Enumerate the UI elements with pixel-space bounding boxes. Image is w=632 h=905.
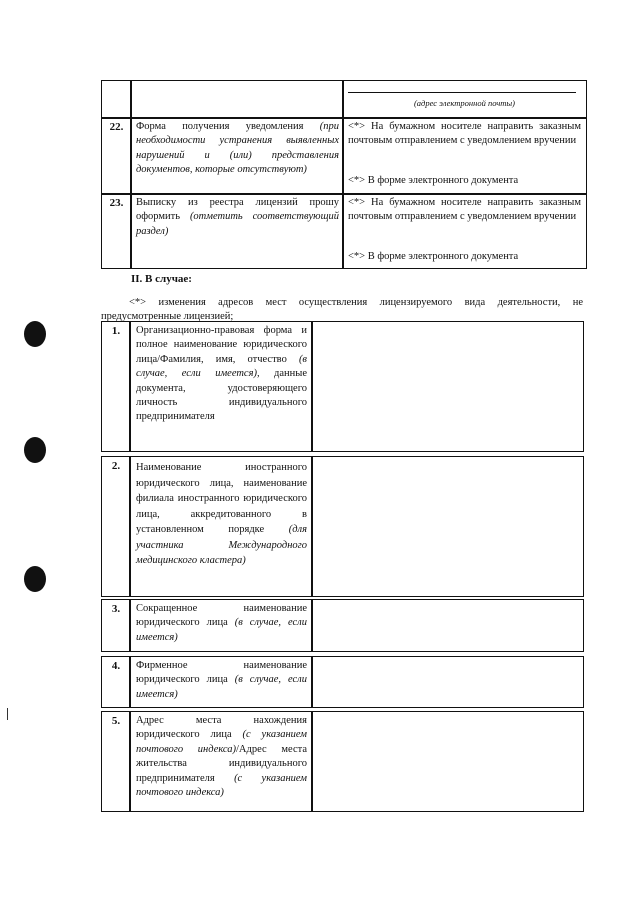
top-row-0-label-cell	[130, 80, 344, 119]
row-4-value-cell[interactable]	[311, 656, 584, 708]
section-heading: II. В случае:	[131, 273, 192, 285]
row-5-label-italic-2: (с указанием почтового индекса)	[136, 772, 307, 799]
punch-hole-1	[24, 321, 46, 347]
row-5-value-cell[interactable]	[311, 711, 584, 812]
row-1-label-plain: Организационно-правовая форма и полное наименование юридического лица/Фамилия, имя, отчество	[136, 325, 307, 365]
email-caption: (адрес электронной почты)	[413, 98, 516, 108]
section-paragraph: <*> изменения адресов мест осуществления лицензируемого вида деятельности, не предусмотренные лицензией;	[101, 297, 583, 323]
row-4-label-italic: (в случае, если имеется)	[136, 674, 308, 700]
top-row-23-num: 23.	[109, 197, 124, 209]
row-1-label-italic: (в случае, если имеется),	[136, 353, 307, 380]
top-row-23-option-electronic[interactable]: <*> В форме электронного документа	[348, 251, 519, 262]
row-3-value-cell[interactable]	[311, 599, 584, 652]
row-2-num-cell	[101, 456, 131, 597]
row-5-label-italic: (с указанием почтового индекса)	[136, 729, 307, 755]
row-2-value-cell[interactable]	[311, 456, 584, 597]
row-1-num: 1.	[111, 325, 121, 337]
top-row-22-option-paper[interactable]: <*> На бумажном носителе направить заказным почтовым отправлением с уведомлением вручении	[348, 121, 581, 147]
punch-hole-2	[24, 437, 46, 463]
row-4-label-plain: Фирменное наименование юридического лица	[136, 660, 307, 686]
row-4-label	[136, 659, 307, 702]
row-5-label-plain: Адрес места нахождения юридического лица	[136, 715, 307, 741]
top-row-23-label-italic: (отметить соответствующий раздел)	[136, 211, 340, 237]
row-1-label-tail: данные документа, удостоверяющего личность индивидуального предпринимателя	[136, 368, 308, 423]
top-row-22-num: 22.	[109, 121, 124, 133]
row-3-label-italic: (в случае, если имеется)	[136, 617, 308, 643]
top-row-22-label	[136, 120, 339, 178]
top-row-22-label-italic: (при необходимости устранения выявленных нарушений и (или) представления документов, которые отсутствуют)	[136, 121, 339, 176]
top-row-23-option-paper[interactable]: <*> На бумажном носителе направить заказным почтовым отправлением с уведомлением вручении	[348, 197, 581, 223]
top-row-23-label	[136, 196, 339, 239]
row-2-label-plain: Наименование иностранного юридического лица, наименование филиала иностранного юридического лица, аккредитованного в установленном порядке	[136, 462, 307, 535]
row-1-num-cell	[101, 321, 131, 452]
punch-hole-3	[24, 566, 46, 592]
row-2-num: 2.	[111, 460, 121, 472]
row-1-value-cell[interactable]	[311, 321, 584, 452]
row-3-num: 3.	[111, 603, 121, 615]
row-5-label	[136, 714, 307, 800]
top-row-22-label-plain: Форма получения уведомления	[136, 121, 304, 132]
row-3-label-plain: Сокращенное наименование юридического лица	[136, 603, 307, 629]
row-5-num: 5.	[111, 715, 121, 727]
row-5-label-tail: /Адрес места жительства индивидуального предпринимателя	[136, 743, 308, 784]
row-4-num: 4.	[111, 660, 121, 672]
top-row-0-num-cell	[101, 80, 132, 119]
margin-mark	[7, 708, 8, 720]
top-row-22-option-electronic[interactable]: <*> В форме электронного документа	[348, 175, 519, 186]
row-3-label	[136, 602, 307, 645]
top-row-23-label-plain: Выписку из реестра лицензий прошу оформить	[136, 197, 339, 223]
row-1-label	[136, 324, 307, 425]
row-2-label	[136, 460, 307, 569]
email-line	[348, 92, 576, 93]
row-2-label-italic: (для участника Международного медицинского кластера)	[136, 524, 307, 566]
